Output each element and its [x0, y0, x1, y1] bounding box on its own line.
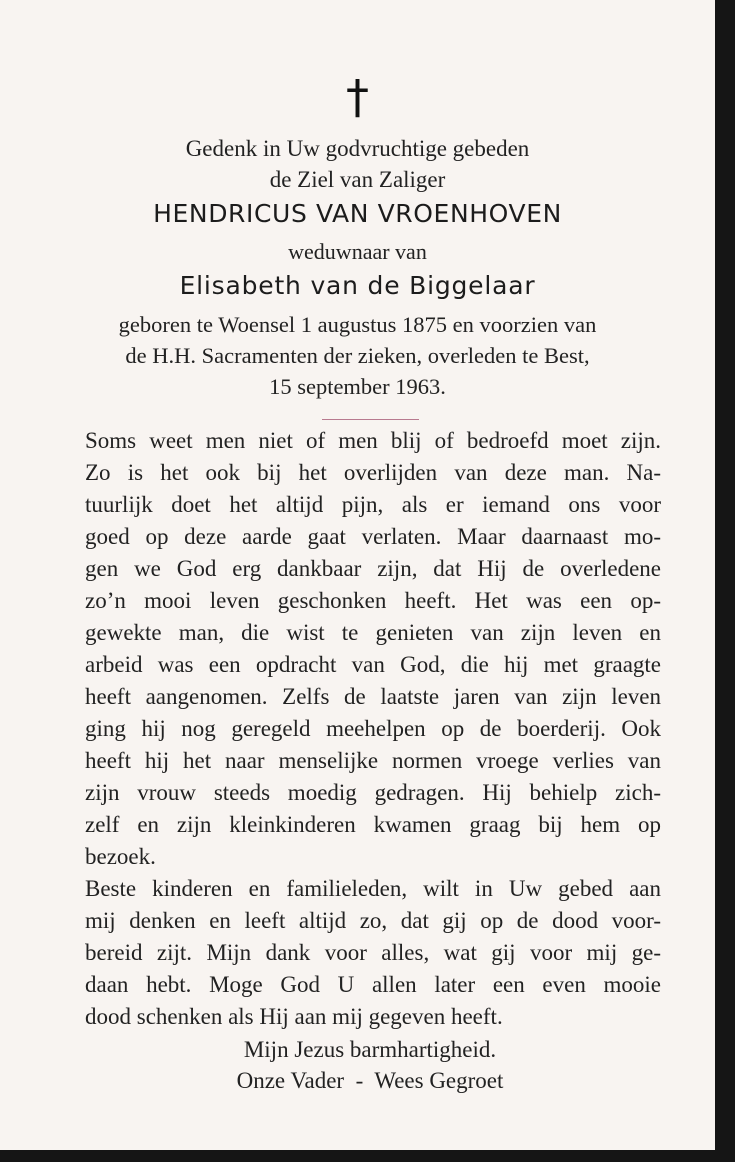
closing-prayers: Onze Vader - Wees Gegroet — [236, 1068, 504, 1093]
prayer-line: Mijn Jezus barmhartigheid. — [243, 1037, 497, 1062]
body-line: Soms weet men niet of men blij of bedroefd moet zijn. — [85, 428, 661, 453]
body-line: mij denken en leeft altijd zo, dat gij op de dood voor- — [85, 908, 661, 933]
body-line: zijn vrouw steeds moedig gedragen. Hij behielp zich- — [85, 780, 661, 805]
body-line: arbeid was een opdracht van God, die hij met graagte — [85, 652, 661, 677]
body-line: Zo is het ook bij het overlijden van deze man. Na- — [85, 460, 661, 485]
deceased-name: HENDRICUS VAN VROENHOVEN — [153, 199, 562, 228]
body-line: heeft aangenomen. Zelfs de laatste jaren van zijn leven — [85, 684, 661, 709]
body-line: heeft hij het naar menselijke normen vroege verlies van — [85, 748, 661, 773]
birth-details: geboren te Woensel 1 augustus 1875 en voorzien van — [118, 312, 597, 337]
death-date: 15 september 1963. — [269, 374, 446, 399]
body-line: Beste kinderen en familieleden, wilt in Uw gebed aan — [85, 876, 661, 901]
intro-line: Gedenk in Uw godvruchtige gebeden — [185, 136, 530, 161]
body-line: dood schenken als Hij aan mij gegeven heeft. — [85, 1004, 503, 1029]
spouse-name: Elisabeth van de Biggelaar — [179, 271, 536, 300]
body-line: zelf en zijn kleinkinderen kwamen graag bij hem op — [85, 812, 661, 837]
body-line: bezoek. — [85, 844, 156, 869]
body-line: tuurlijk doet het altijd pijn, als er iemand ons voor — [85, 492, 661, 517]
sacrament-details: de H.H. Sacramenten der zieken, overleden te Best, — [125, 343, 590, 368]
body-line: zo’n mooi leven geschonken heeft. Het was een op- — [85, 588, 661, 613]
divider-rule — [322, 419, 419, 420]
relation-line: weduwnaar van — [288, 239, 427, 264]
body-line: bereid zijt. Mijn dank voor alles, wat gij voor mij ge- — [85, 940, 661, 965]
intro-line-2: de Ziel van Zaliger — [269, 167, 446, 192]
body-line: goed op deze aarde gaat verlaten. Maar daarnaast mo- — [85, 524, 661, 549]
cross-icon: † — [346, 70, 369, 124]
body-line: ging hij nog geregeld meehelpen op de boerderij. Ook — [85, 716, 661, 741]
body-line: gen we God erg dankbaar zijn, dat Hij de overledene — [85, 556, 661, 581]
body-line: daan hebt. Moge God U allen later een even mooie — [85, 972, 661, 997]
body-line: gewekte man, die wist te genieten van zijn leven en — [85, 620, 661, 645]
